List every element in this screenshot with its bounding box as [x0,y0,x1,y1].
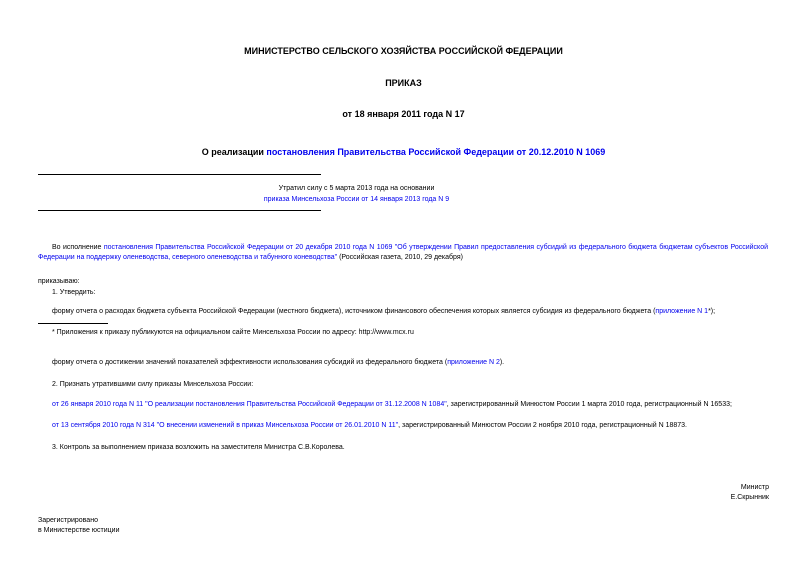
registration-line2: в Министерстве юстиции [38,527,120,534]
footnote: * Приложения к приказу публикуются на официальном сайте Минсельхоза России по адресу: http://www.mcx.ru [52,329,414,336]
repealed-order1-link[interactable]: от 26 января 2010 года N 11 "О реализации постановления Правительства Российской Федерации от 31.12.2008 N 1084" [52,401,447,408]
status-note-repeal-link[interactable]: приказа Минсельхоза России от 14 января 2013 года N 9 [263,196,450,203]
appendix1-link[interactable]: приложение N 1 [655,308,709,315]
item3-paragraph: 3. Контроль за выполнением приказа возложить на заместителя Министра С.В.Королева. [52,444,345,451]
intro-resolution-link[interactable]: постановления Правительства Российской Федерации от 20 декабря 2010 года N 1069 "Об утверждении Правил предоставления субсидий из федерального бюджета бюджетам субъектов Российской Федерации на поддержку оленеводства, северного оленеводства и табунного коневодства" [38,244,768,261]
ministry-heading: МИНИСТЕРСТВО СЕЛЬСКОГО ХОЗЯЙСТВА РОССИЙСКОЙ ФЕДЕРАЦИИ [244,46,563,56]
intro-paragraph [38,243,768,263]
document-type: ПРИКАЗ [385,78,422,88]
form1-text: форму отчета о расходах бюджета субъекта Российской Федерации (местного бюджета), источником финансового обеспечения которых является субсидия из федерального бюджета ( [52,308,656,315]
signature-title: Министр [740,484,769,491]
appendix2-link[interactable]: приложение N 2 [447,359,500,366]
repealed-order1 [52,400,732,410]
item2-heading: 2. Признать утратившими силу приказы Минсельхоза России: [52,381,254,388]
repealed-order2-suffix: , зарегистрированный Минюстом России 2 ноября 2010 года, регистрационный N 18873. [398,422,687,429]
signature-name: Е.Скрынник [730,494,769,501]
title-prefix: О реализации [201,147,267,157]
form2-suffix: ). [499,359,505,366]
status-note-line1: Утратил силу с 5 марта 2013 года на основании [278,185,435,192]
status-bottom-rule [38,210,321,211]
intro-prefix: Во исполнение [52,244,104,251]
document-title [0,147,807,157]
intro-suffix: (Российская газета, 2010, 29 декабря) [337,254,463,261]
registration-line1: Зарегистрировано [38,517,98,524]
form1-paragraph [52,307,715,317]
form1-suffix: *); [708,308,716,315]
repealed-order1-suffix: , зарегистрированный Минюстом России 1 марта 2010 года, регистрационный N 16533; [446,401,732,408]
document-date-number: от 18 января 2011 года N 17 [342,109,465,119]
item1-heading: 1. Утвердить: [52,289,96,296]
footnote-rule [38,323,108,324]
form2-text: форму отчета о достижении значений показателей эффективности использования субсидий из федерального бюджета ( [52,359,448,366]
form2-paragraph [52,358,504,368]
repealed-order2 [52,421,687,431]
status-top-rule [38,174,321,175]
repealed-order2-link[interactable]: от 13 сентября 2010 года N 314 "О внесении изменений в приказ Минсельхоза России от 26.01.2010 N 11" [52,422,399,429]
title-resolution-link[interactable]: постановления Правительства Российской Федерации от 20.12.2010 N 1069 [266,147,606,157]
order-word: приказываю: [38,278,80,285]
